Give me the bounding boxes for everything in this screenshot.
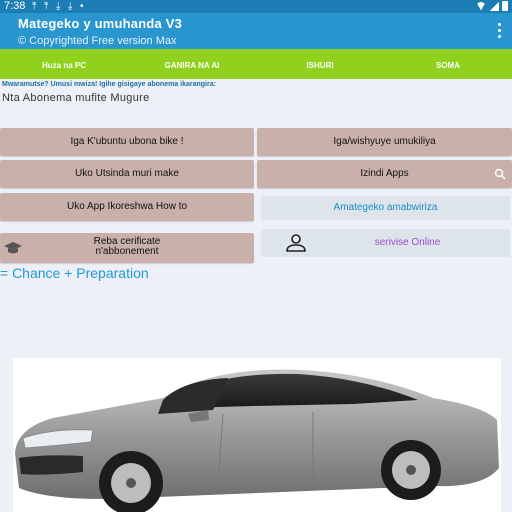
app-bar (0, 13, 512, 49)
app-subtitle: © Copyrighted Free version Max (18, 35, 177, 47)
online-service-label: serivise Online (374, 237, 441, 248)
overflow-menu-icon[interactable] (498, 23, 502, 38)
app-title: Mategeko y umuhanda V3 (18, 16, 183, 31)
tab-huza-na-pc[interactable]: Huza na PC (41, 61, 86, 70)
other-apps-label: Izindi Apps (360, 168, 409, 179)
certificate-label-line2: n'abbonement (95, 246, 159, 257)
upload-icon: ⤒ (44, 1, 49, 12)
tab-soma[interactable]: SOMA (436, 61, 460, 70)
status-bar (0, 0, 512, 13)
learn-paid-button[interactable]: Iga/wishyuye umukiliya (257, 128, 512, 156)
rules-button[interactable]: Amategeko amabwiriza (261, 196, 510, 220)
other-apps-button[interactable] (257, 160, 512, 188)
tab-ganira-na-ai[interactable]: GANIRA NA AI (164, 61, 220, 70)
subscription-status: Nta Abonema mufite Mugure (2, 92, 150, 104)
certificate-label-line1: Reba cerificate (93, 236, 161, 247)
certificate-button[interactable] (0, 233, 254, 263)
car-image (13, 358, 501, 512)
download-icon: ⤓ (56, 1, 61, 12)
upload-icon: ⤒ (32, 1, 37, 12)
search-icon[interactable] (494, 168, 506, 180)
learn-free-button[interactable]: Iga K'ubuntu ubona bike ! (0, 128, 254, 156)
greeting-marquee: Mwaramutse? Umusi mwiza! Igihe gisigaye abonema ikarangira: (2, 81, 216, 88)
graduation-cap-icon (3, 241, 23, 255)
slogan-banner: = Chance + Preparation (0, 265, 149, 281)
user-icon (285, 234, 307, 252)
app-usage-button[interactable]: Uko App Ikoreshwa How to (0, 193, 254, 221)
how-to-pass-button[interactable]: Uko Utsinda muri make (0, 160, 254, 188)
battery-icon (502, 1, 508, 11)
tab-ishuri[interactable]: ISHURI (306, 61, 334, 70)
car-illustration (13, 358, 501, 512)
tab-bar (0, 49, 512, 79)
signal-icon (489, 2, 499, 11)
notification-dot-icon: • (80, 1, 84, 12)
download-icon: ⤓ (68, 1, 73, 12)
wifi-icon (476, 2, 486, 11)
status-time: 7:38 (4, 0, 26, 12)
online-service-button[interactable] (261, 229, 510, 257)
